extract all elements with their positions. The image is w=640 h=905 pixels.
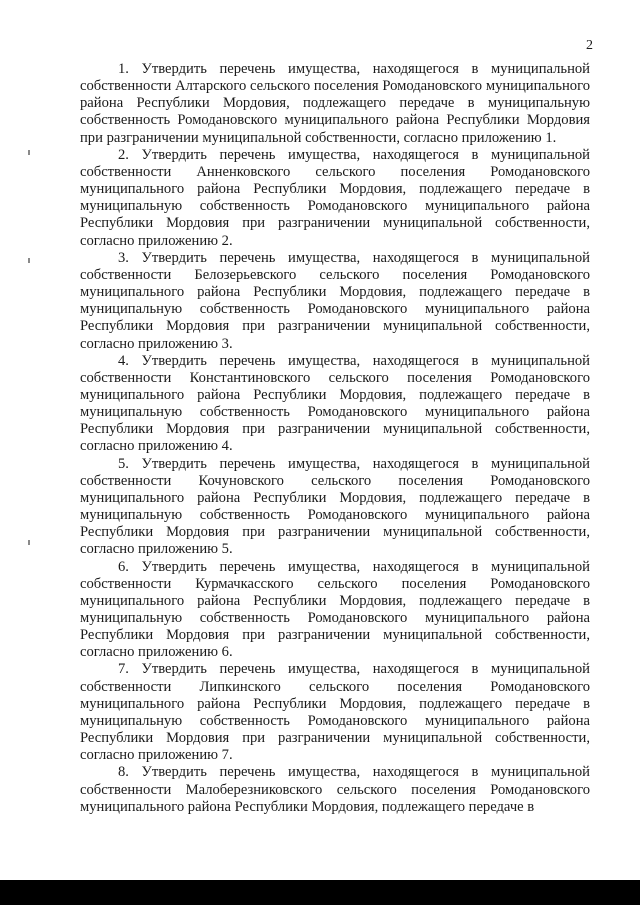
page-number: 2	[586, 38, 593, 53]
item-number: 3.	[118, 249, 129, 266]
item-text: Утвердить перечень имущества, находящегося в муниципальной собственности Кочуновского сельского поселения Ромодановского муниципального района Республики Мордовия, подлежащего передаче в муниципальную собственность Ромодановского муниципального района Республики Мордовия при разграничении муниципальной собственности, согласно приложению 5.	[80, 455, 590, 558]
item-number: 6.	[118, 558, 129, 575]
list-item	[80, 147, 590, 250]
item-text: Утвердить перечень имущества, находящегося в муниципальной собственности Константиновского сельского поселения Ромодановского муниципального района Республики Мордовия, подлежащего передаче в муниципальную собственность Ромодановского муниципального района Республики Мордовия при разграничении муниципальной собственности, согласно приложению 4.	[80, 352, 590, 455]
item-number: 5.	[118, 455, 129, 472]
item-text: Утвердить перечень имущества, находящегося в муниципальной собственности Белозерьевского сельского поселения Ромодановского муниципального района Республики Мордовия, подлежащего передаче в муниципальную собственность Ромодановского муниципального района Республики Мордовия при разграничении муниципальной собственности, согласно приложению 3.	[80, 249, 590, 352]
document-body	[80, 61, 590, 816]
list-item	[80, 353, 590, 456]
list-item	[80, 764, 590, 815]
scan-artifact	[28, 150, 30, 155]
list-item	[80, 559, 590, 662]
item-number: 1.	[118, 61, 129, 77]
list-item	[80, 250, 590, 353]
scan-border-bar	[0, 880, 640, 905]
item-text: Утвердить перечень имущества, находящегося в муниципальной собственности Липкинского сельского поселения Ромодановского муниципального района Республики Мордовия, подлежащего передаче в муниципальную собственность Ромодановского муниципального района Республики Мордовия при разграничении муниципальной собственности, согласно приложению 7.	[80, 661, 590, 764]
list-item	[80, 61, 590, 147]
list-item	[80, 661, 590, 764]
item-text: Утвердить перечень имущества, находящегося в муниципальной собственности Анненковского сельского поселения Ромодановского муниципального района Республики Мордовия, подлежащего передаче в муниципальную собственность Ромодановского муниципального района Республики Мордовия при разграничении муниципальной собственности, согласно приложению 2.	[80, 146, 590, 249]
list-item	[80, 456, 590, 559]
item-text: Утвердить перечень имущества, находящегося в муниципальной собственности Малоберезниковского сельского поселения Ромодановского муниципального района Республики Мордовия, подлежащего передаче в	[80, 764, 590, 815]
item-text: Утвердить перечень имущества, находящегося в муниципальной собственности Курмачкасского сельского поселения Ромодановского муниципального района Республики Мордовия, подлежащего передаче в муниципальную собственность Ромодановского муниципального района Республики Мордовия при разграничении муниципальной собственности, согласно приложению 6.	[80, 558, 590, 661]
item-number: 8.	[118, 764, 129, 781]
scan-artifact	[28, 540, 30, 545]
item-number: 4.	[118, 352, 129, 369]
item-number: 2.	[118, 146, 129, 163]
scan-artifact	[28, 258, 30, 263]
item-number: 7.	[118, 661, 129, 678]
item-text: Утвердить перечень имущества, находящегося в муниципальной собственности Алтарского сельского поселения Ромодановского муниципального района Республики Мордовия, подлежащего передаче в муниципальную собственность Ромодановского муниципального района Республики Мордовия при разграничении муниципальной собственности, согласно приложению 1.	[80, 61, 590, 146]
